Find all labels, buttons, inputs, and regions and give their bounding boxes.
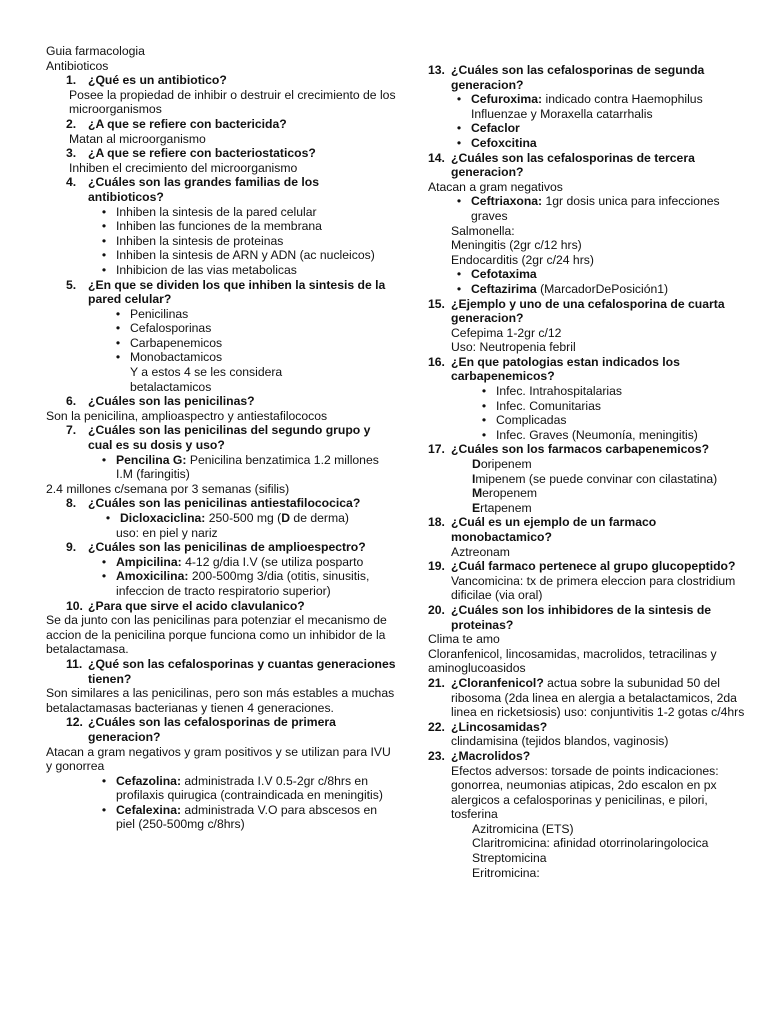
question-4: 4. ¿Cuáles son las grandes familias de los antibioticos? <box>66 175 319 204</box>
answer-12: Atacan a gram negativos y gram positivos y se utilizan para IVU y gonorrea <box>46 744 391 774</box>
list-item: • Ceftriaxona: 1gr dosis unica para infecciones graves <box>456 194 720 223</box>
question-10: 10. ¿Para que sirve el acido clavulanico? <box>66 598 305 613</box>
right-column <box>428 63 748 880</box>
question-13: 13. ¿Cuáles son las cefalosporinas de segunda generacion? <box>428 63 705 92</box>
list-item: • Cefotaxima <box>456 267 537 282</box>
list-item: • Inhibicion de las vias metabolicas <box>101 262 297 277</box>
list-item: • Monobactamicos <box>115 350 223 365</box>
list-item: • Cefalosporinas <box>115 321 212 336</box>
list-item: • Cefalexina: administrada V.O para abscesos en piel (250-500mg c/8hrs) <box>101 802 378 832</box>
answer-15-line: Uso: Neutropenia febril <box>451 340 576 355</box>
list-item: • Inhiben la sintesis de proteinas <box>101 233 284 248</box>
carbapenem-ertapenem: Ertapenem <box>472 500 532 515</box>
list-item: • Ceftazirima (MarcadorDePosición1) <box>456 281 669 296</box>
answer-8-use: uso: en piel y nariz <box>116 525 218 540</box>
answer-14-line: Endocarditis (2gr c/24 hrs) <box>451 252 594 267</box>
answer-14-line: Salmonella: <box>451 223 515 238</box>
question-23: 23. ¿Macrolidos? <box>428 748 531 763</box>
list-item: • Dicloxaciclina: 250-500 mg (D de derma) <box>105 511 349 525</box>
answer-13-list <box>428 92 748 150</box>
list-item: • Cefaclor <box>456 121 520 136</box>
list-item: • Inhiben la sintesis de ARN y ADN (ac nucleicos) <box>101 248 375 263</box>
list-item: • Cefuroxima: indicado contra Haemophilus Influenzae y Moraxella catarrhalis <box>456 92 703 121</box>
answer-22: clindamisina (tejidos blandos, vaginosis) <box>451 734 669 749</box>
answer-5-list <box>46 307 396 365</box>
list-item: • Complicadas <box>481 413 567 428</box>
question-19: 19. ¿Cuál farmaco pertenece al grupo glucopeptido? <box>428 559 736 574</box>
answer-14-list-2 <box>428 267 748 296</box>
left-column <box>46 44 396 832</box>
question-12: 12. ¿Cuáles son las cefalosporinas de primera generacion? <box>66 715 336 744</box>
question-6: 6. ¿Cuáles son las penicilinas? <box>66 394 255 409</box>
list-item: • Inhiben la sintesis de la pared celular <box>101 204 317 219</box>
answer-14-line: Meningitis (2gr c/12 hrs) <box>451 238 582 253</box>
question-16: 16. ¿En que patologias estan indicados los carbapenemicos? <box>428 354 680 384</box>
list-item: • Cefazolina: administrada I.V 0.5-2gr c/8hrs en profilaxis quirugica (contraindicada en meningitis) <box>101 773 383 803</box>
question-5: 5. ¿En que se dividen los que inhiben la sintesis de la pared celular? <box>66 277 386 307</box>
macrolide-item: Eritromicina: <box>472 865 540 880</box>
question-15: 15. ¿Ejemplo y uno de una cefalosporina de cuarta generacion? <box>428 296 725 326</box>
macrolide-item: Claritromicina: afinidad otorrinolaringolocica <box>472 836 709 851</box>
question-14: 14. ¿Cuáles son las cefalosporinas de tercera generacion? <box>428 150 695 180</box>
question-2: 2. ¿A que se refiere con bactericida? <box>66 116 287 131</box>
document-subtitle: Antibioticos <box>46 58 109 73</box>
answer-10: Se da junto con las penicilinas para potenziar el mecanismo de accion de la penicilina porque funciona como un inhibidor de la betalactamasa. <box>46 613 387 657</box>
question-1: 1. ¿Qué es un antibiotico? <box>66 73 227 88</box>
answer-20-line: Clima te amo <box>428 632 500 647</box>
list-item: • Inhiben las funciones de la membrana <box>101 219 322 234</box>
list-item: • Penicilinas <box>115 306 189 321</box>
answer-5-note: Y a estos 4 se les considera betalactamicos <box>130 365 283 394</box>
answer-4-list <box>46 205 396 278</box>
list-item: • Infec. Intrahospitalarias <box>481 384 623 399</box>
answer-16-list <box>428 384 748 442</box>
answer-20-line: Cloranfenicol, lincosamidas, macrolidos, tetracilinas y aminoglucoasidos <box>428 646 717 676</box>
question-18: 18. ¿Cuál es un ejemplo de un farmaco monobactamico? <box>428 515 657 544</box>
answer-18: Aztreonam <box>451 544 510 559</box>
question-20: 20. ¿Cuáles son los inhibidores de la sintesis de proteinas? <box>428 602 712 632</box>
question-22: 22. ¿Lincosamidas? <box>428 719 548 734</box>
answer-2: Matan al microorganismo <box>69 131 206 146</box>
question-17: 17. ¿Cuáles son los farmacos carbapenemicos? <box>428 442 710 457</box>
answer-8-list <box>46 511 396 526</box>
answer-14-list <box>428 194 748 223</box>
answer-12-list <box>46 774 396 832</box>
carbapenem-doripenem: Doripenem <box>472 457 532 472</box>
question-7: 7. ¿Cuáles son las penicilinas del segundo grupo y cual es su dosis y uso? <box>66 423 371 453</box>
answer-19: Vancomicina: tx de primera eleccion para clostridium dificilae (via oral) <box>451 573 736 603</box>
question-11: 11. ¿Qué son las cefalosporinas y cuantas generaciones tienen? <box>66 656 396 686</box>
answer-1: Posee la propiedad de inhibir o destruir el crecimiento de los microorganismos <box>69 87 396 117</box>
macrolide-item: Azitromicina (ETS) <box>472 821 574 836</box>
answer-11: Son similares a las penicilinas, pero son más estables a muchas betalactamasas bacterianas y tienen 4 generaciones. <box>46 686 395 715</box>
carbapenem-imipenem: Imipenem (se puede convinar con cilastatina) <box>472 471 718 486</box>
answer-9-list <box>46 555 396 599</box>
answer-3: Inhiben el crecimiento del microorganismo <box>69 160 298 175</box>
carbapenem-meropenem: Meropenem <box>472 486 538 501</box>
list-item: • Ampicilina: 4-12 g/dia I.V (se utiliza posparto <box>101 554 364 569</box>
question-21: 21. ¿Cloranfenicol? actua sobre la subunidad 50 del ribosoma (2da linea en alergia a betalactamicos, 2da linea en ricketsiosis) uso: conjuntivitis 1-2 gotas c/4hrs <box>428 675 745 720</box>
list-item: • Infec. Graves (Neumonía, meningitis) <box>481 427 698 442</box>
list-item: • Infec. Comunitarias <box>481 398 601 413</box>
answer-14: Atacan a gram negativos <box>428 179 563 194</box>
list-item: • Carbapenemicos <box>115 335 223 350</box>
document-title: Guia farmacologia <box>46 44 145 58</box>
question-3: 3. ¿A que se refiere con bacteriostaticos? <box>66 146 316 161</box>
answer-23: Efectos adversos: torsade de points indicaciones: gonorrea, neumonias atipicas, 2do escalon en px alergicos a cefalosporinas y penicilinas, e pilori, tosferina <box>451 763 719 822</box>
list-item: • Amoxicilina: 200-500mg 3/dia (otitis, sinusitis, infeccion de tracto respiratorio superior) <box>101 569 370 598</box>
question-9: 9. ¿Cuáles son las penicilinas de amplioespectro? <box>66 540 366 555</box>
answer-6: Son la penicilina, amplioaspectro y antiestafilococos <box>46 408 328 423</box>
answer-15-line: Cefepima 1-2gr c/12 <box>451 325 562 340</box>
answer-7-list <box>46 453 396 482</box>
question-8: 8. ¿Cuáles son las penicilinas antiestafilococica? <box>66 496 361 511</box>
list-item: • Pencilina G: Penicilina benzatimica 1.2 millones I.M (faringitis) <box>101 452 379 482</box>
list-item: • Cefoxcitina <box>456 135 537 150</box>
macrolide-item: Streptomicina <box>472 851 547 866</box>
answer-7: 2.4 millones c/semana por 3 semanas (sifilis) <box>46 481 290 496</box>
